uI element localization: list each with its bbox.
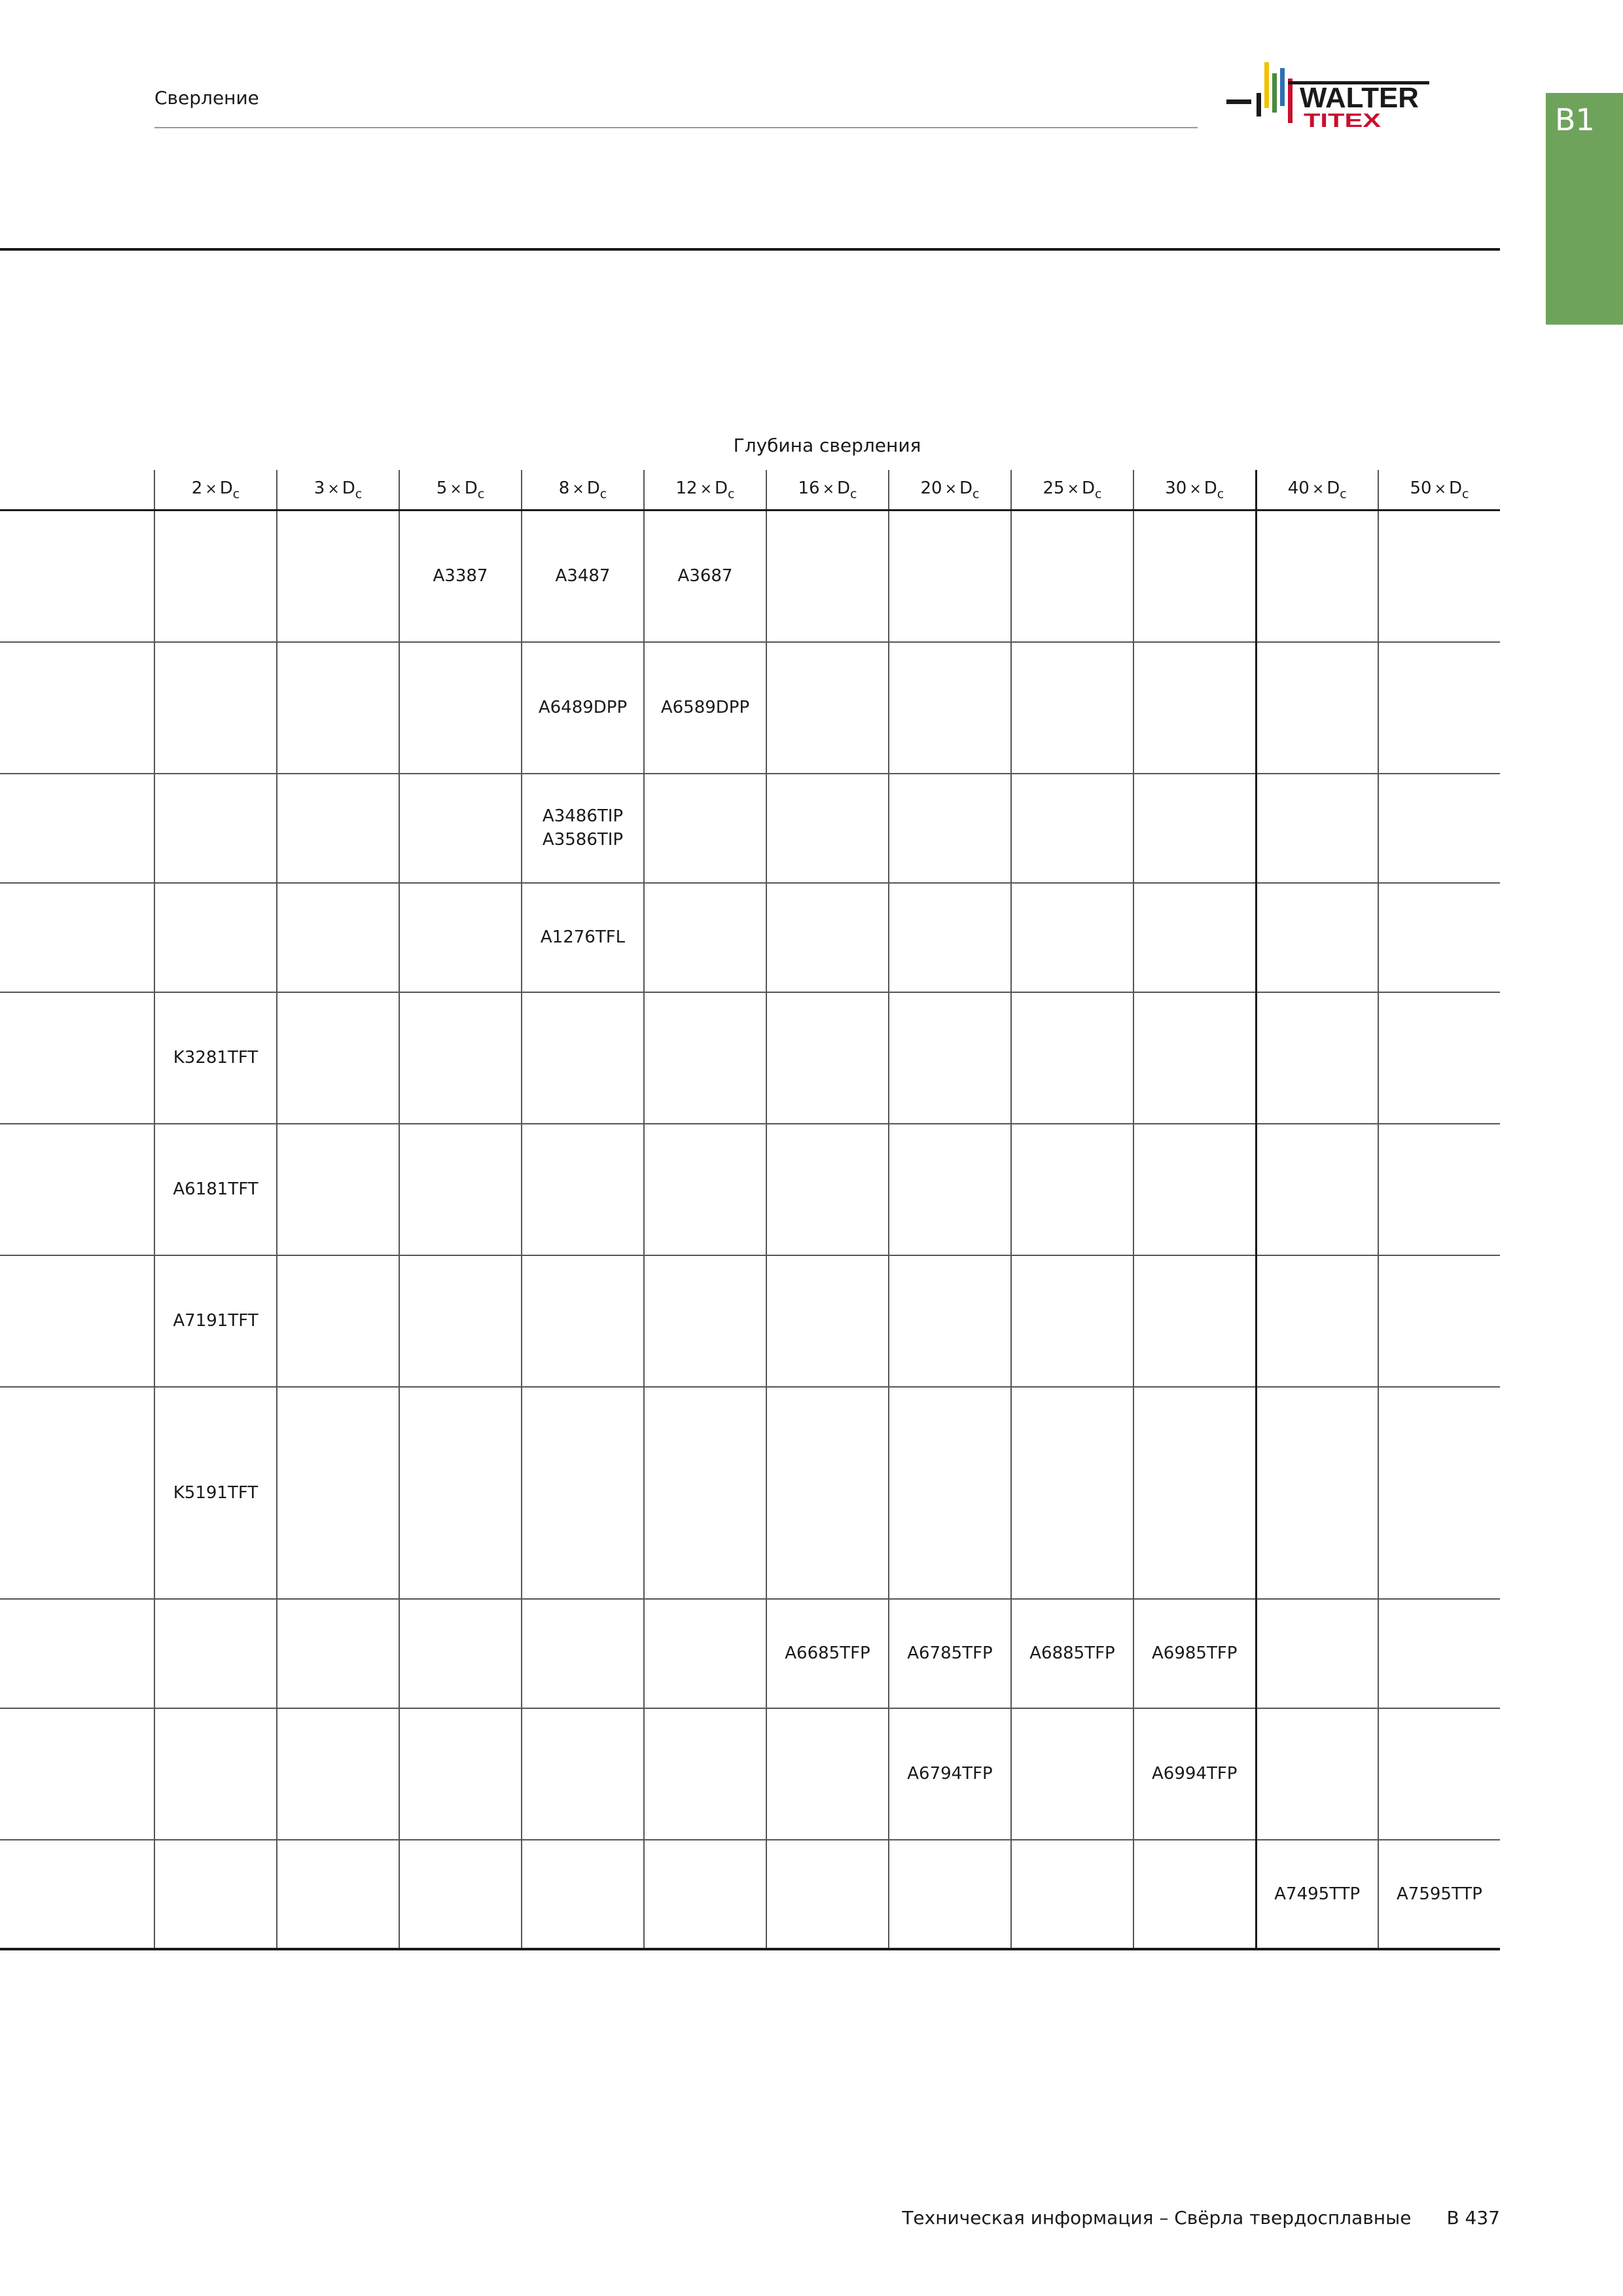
depth-label <box>437 478 484 501</box>
depth-number: 30 <box>1165 478 1187 498</box>
depth-number: 16 <box>798 478 820 498</box>
product-cell <box>154 1255 277 1387</box>
row-label-cell <box>0 1840 154 1949</box>
product-cell <box>522 1840 644 1949</box>
product-cell <box>766 1708 889 1840</box>
top-rule <box>0 248 1500 251</box>
times-sign: × <box>205 480 217 497</box>
product-cell <box>766 992 889 1124</box>
product-cell <box>1133 642 1256 774</box>
product-code: A6785TFP <box>907 1643 993 1663</box>
column-header <box>154 470 277 511</box>
product-cell <box>522 1255 644 1387</box>
product-cell <box>644 1255 766 1387</box>
product-cell <box>277 1708 399 1840</box>
logo-bar-dark <box>1257 93 1261 117</box>
product-code: A7595TTP <box>1397 1884 1482 1904</box>
product-code: K3281TFT <box>173 1048 259 1067</box>
product-cell <box>1378 1387 1500 1599</box>
diameter-subscript: c <box>972 486 980 501</box>
product-cell <box>399 883 522 992</box>
times-sign: × <box>327 480 340 497</box>
product-cell <box>889 1387 1011 1599</box>
logo-bar-green <box>1272 73 1277 113</box>
header-divider <box>154 127 1198 128</box>
depth-number: 25 <box>1043 478 1065 498</box>
product-code: K5191TFT <box>173 1482 259 1503</box>
product-cell <box>766 511 889 642</box>
product-cell <box>889 1599 1011 1708</box>
product-cell <box>154 1840 277 1949</box>
product-cell <box>766 1840 889 1949</box>
chapter-tab-label: B1 <box>1555 102 1595 137</box>
product-code: A7191TFT <box>173 1311 259 1331</box>
product-cell <box>644 1387 766 1599</box>
column-header <box>1378 470 1500 511</box>
product-code: A3387 <box>433 566 488 586</box>
product-cell <box>1256 1840 1378 1949</box>
diameter-symbol: D <box>586 478 600 498</box>
diameter-symbol: D <box>959 478 973 498</box>
column-header <box>277 470 399 511</box>
table-row <box>0 1840 1500 1949</box>
column-header <box>1256 470 1378 511</box>
product-cell <box>277 1124 399 1255</box>
product-cell <box>1133 1387 1256 1599</box>
product-cell <box>1256 992 1378 1124</box>
product-cell <box>1378 1708 1500 1840</box>
product-cell <box>1011 642 1133 774</box>
product-cell <box>1011 1708 1133 1840</box>
product-cell <box>766 642 889 774</box>
product-cell <box>522 1599 644 1708</box>
product-cell <box>644 511 766 642</box>
product-cell <box>1256 774 1378 883</box>
product-cell <box>644 1840 766 1949</box>
column-header <box>522 470 644 511</box>
row-label-cell <box>0 1255 154 1387</box>
product-code: A3487 <box>555 566 611 586</box>
product-cell <box>154 774 277 883</box>
product-cell <box>1378 511 1500 642</box>
row-label-cell <box>0 1599 154 1708</box>
product-cell <box>1011 992 1133 1124</box>
table-row <box>0 992 1500 1124</box>
logo-titex-text: TITEX <box>1304 110 1381 131</box>
product-cell <box>889 774 1011 883</box>
table-row <box>0 642 1500 774</box>
diameter-subscript: c <box>728 486 735 501</box>
product-cell <box>1378 992 1500 1124</box>
product-cell <box>1256 1599 1378 1708</box>
product-cell <box>644 642 766 774</box>
product-cell <box>889 642 1011 774</box>
product-cell <box>766 1599 889 1708</box>
depth-number: 2 <box>191 478 203 498</box>
product-cell <box>1133 511 1256 642</box>
product-cell <box>522 511 644 642</box>
product-cell <box>766 883 889 992</box>
product-cell <box>1133 1124 1256 1255</box>
row-label-cell <box>0 992 154 1124</box>
product-cell <box>1378 1255 1500 1387</box>
page-section-title: Сверление <box>154 87 259 109</box>
product-code: A1276TFL <box>540 927 626 947</box>
table-row <box>0 883 1500 992</box>
times-sign: × <box>1067 480 1080 497</box>
product-cell <box>277 992 399 1124</box>
product-cell <box>277 883 399 992</box>
table-row <box>0 1599 1500 1708</box>
product-cell <box>1133 883 1256 992</box>
product-cell <box>399 1387 522 1599</box>
product-cell <box>277 511 399 642</box>
times-sign: × <box>1311 480 1325 497</box>
product-cell <box>644 774 766 883</box>
product-cell <box>889 992 1011 1124</box>
product-cell <box>154 883 277 992</box>
times-sign: × <box>1189 480 1202 497</box>
product-cell <box>1378 883 1500 992</box>
product-cell <box>1133 1599 1256 1708</box>
product-cell <box>277 1599 399 1708</box>
depth-label <box>1410 478 1469 501</box>
column-header <box>399 470 522 511</box>
product-cell <box>522 1124 644 1255</box>
column-header <box>766 470 889 511</box>
diameter-symbol: D <box>464 478 478 498</box>
product-cell <box>154 992 277 1124</box>
product-cell <box>399 511 522 642</box>
diameter-subscript: c <box>355 486 363 501</box>
diameter-symbol: D <box>219 478 233 498</box>
depth-label <box>1288 478 1347 501</box>
product-cell <box>1011 774 1133 883</box>
product-code: A6181TFT <box>173 1179 259 1199</box>
row-label-cell <box>0 1124 154 1255</box>
column-header <box>1011 470 1133 511</box>
product-cell <box>399 992 522 1124</box>
product-cell <box>1256 1708 1378 1840</box>
diameter-subscript: c <box>850 486 857 501</box>
table-row <box>0 511 1500 642</box>
diameter-symbol: D <box>1449 478 1463 498</box>
column-header <box>644 470 766 511</box>
product-cell <box>1011 883 1133 992</box>
product-code: A3486TIP <box>542 806 624 826</box>
logo-bar-blue <box>1280 68 1285 106</box>
times-sign: × <box>572 480 584 497</box>
drill-depth-table <box>0 470 1500 1950</box>
chapter-tab <box>1546 93 1623 325</box>
times-sign: × <box>700 480 713 497</box>
diameter-subscript: c <box>599 486 607 501</box>
depth-label <box>559 478 607 501</box>
product-cell <box>522 774 644 883</box>
walter-titex-logo <box>1226 59 1501 131</box>
product-cell <box>889 1255 1011 1387</box>
depth-label <box>798 478 857 501</box>
product-cell <box>277 1255 399 1387</box>
diameter-symbol: D <box>342 478 355 498</box>
diameter-symbol: D <box>1204 478 1217 498</box>
depth-label <box>192 478 240 501</box>
product-code: A6994TFP <box>1152 1764 1238 1784</box>
product-cell <box>644 883 766 992</box>
diameter-subscript: c <box>477 486 485 501</box>
product-cell <box>644 1124 766 1255</box>
product-cell <box>522 883 644 992</box>
row-label-cell <box>0 883 154 992</box>
header-blank-cell <box>0 470 154 511</box>
product-cell <box>889 1840 1011 1949</box>
depth-number: 3 <box>313 478 325 498</box>
diameter-symbol: D <box>715 478 728 498</box>
product-cell <box>766 774 889 883</box>
footer-section: Техническая информация – Свёрла твердосплавные <box>902 2207 1412 2229</box>
depth-number: 12 <box>675 478 698 498</box>
times-sign: × <box>450 480 462 497</box>
logo-bar-red <box>1288 79 1293 123</box>
depth-number: 8 <box>558 478 570 498</box>
product-cell <box>889 511 1011 642</box>
table-row <box>0 1124 1500 1255</box>
table-row <box>0 1708 1500 1840</box>
times-sign: × <box>1434 480 1447 497</box>
depth-label <box>675 478 734 501</box>
logo-dash <box>1226 99 1251 104</box>
product-cell <box>522 992 644 1124</box>
product-cell <box>1256 883 1378 992</box>
product-cell <box>1133 992 1256 1124</box>
product-cell <box>1256 1255 1378 1387</box>
diameter-subscript: c <box>1462 486 1469 501</box>
product-cell <box>277 774 399 883</box>
page-footer <box>902 2207 1500 2229</box>
row-label-cell <box>0 1708 154 1840</box>
product-cell <box>399 1124 522 1255</box>
depth-label <box>1043 478 1101 501</box>
table-header-row <box>0 470 1500 511</box>
product-cell <box>1378 1124 1500 1255</box>
product-cell <box>1256 1387 1378 1599</box>
product-cell <box>1133 1708 1256 1840</box>
product-cell <box>154 1387 277 1599</box>
product-cell <box>154 1599 277 1708</box>
diameter-subscript: c <box>1095 486 1102 501</box>
product-cell <box>522 1708 644 1840</box>
product-cell <box>1011 1599 1133 1708</box>
column-header <box>1133 470 1256 511</box>
product-cell <box>399 774 522 883</box>
product-cell <box>522 642 644 774</box>
product-cell <box>1133 1255 1256 1387</box>
product-cell <box>1378 774 1500 883</box>
product-cell <box>1378 1840 1500 1949</box>
product-cell <box>644 1599 766 1708</box>
times-sign: × <box>944 480 957 497</box>
product-cell <box>766 1255 889 1387</box>
row-label-cell <box>0 642 154 774</box>
table-row <box>0 1255 1500 1387</box>
product-cell <box>399 642 522 774</box>
product-code: A6685TFP <box>785 1643 870 1663</box>
product-cell <box>1133 1840 1256 1949</box>
depth-label <box>920 478 979 501</box>
product-cell <box>1011 1255 1133 1387</box>
depth-label <box>1165 478 1224 501</box>
product-cell <box>1133 774 1256 883</box>
logo-walter-text: WALTER <box>1300 82 1419 114</box>
product-code: A3586TIP <box>542 830 624 850</box>
product-code: A6885TFP <box>1029 1643 1115 1663</box>
times-sign: × <box>822 480 835 497</box>
product-cell <box>277 642 399 774</box>
product-cell <box>1378 642 1500 774</box>
diameter-symbol: D <box>1327 478 1340 498</box>
product-cell <box>889 883 1011 992</box>
product-cell <box>399 1255 522 1387</box>
diameter-subscript: c <box>1217 486 1224 501</box>
product-cell <box>1256 511 1378 642</box>
product-cell <box>277 1387 399 1599</box>
product-cell <box>1256 642 1378 774</box>
product-cell <box>1011 1124 1133 1255</box>
product-cell <box>1011 1387 1133 1599</box>
depth-number: 50 <box>1410 478 1432 498</box>
product-code: A7495TTP <box>1274 1884 1361 1904</box>
product-code: A3687 <box>677 566 733 586</box>
product-cell <box>644 992 766 1124</box>
product-cell <box>1378 1599 1500 1708</box>
product-cell <box>766 1124 889 1255</box>
product-cell <box>399 1840 522 1949</box>
logo-bar-yellow <box>1264 62 1269 108</box>
table-row <box>0 774 1500 883</box>
table-group-title: Глубина сверления <box>733 435 921 456</box>
product-cell <box>1011 511 1133 642</box>
product-cell <box>154 1124 277 1255</box>
product-cell <box>277 1840 399 1949</box>
depth-label <box>314 478 362 501</box>
product-cell <box>522 1387 644 1599</box>
product-code: A6985TFP <box>1152 1643 1238 1663</box>
product-code: A6589DPP <box>660 698 750 717</box>
product-cell <box>154 1708 277 1840</box>
product-cell <box>766 1387 889 1599</box>
product-cell <box>154 511 277 642</box>
depth-number: 20 <box>920 478 942 498</box>
product-cell <box>399 1599 522 1708</box>
column-header <box>889 470 1011 511</box>
row-label-cell <box>0 511 154 642</box>
page-number: B 437 <box>1446 2207 1500 2229</box>
product-cell <box>644 1708 766 1840</box>
diameter-symbol: D <box>1082 478 1096 498</box>
depth-number: 40 <box>1287 478 1310 498</box>
product-cell <box>154 642 277 774</box>
row-label-cell <box>0 1387 154 1599</box>
product-cell <box>1011 1840 1133 1949</box>
diameter-symbol: D <box>837 478 851 498</box>
diameter-subscript: c <box>1340 486 1347 501</box>
product-code: A6794TFP <box>907 1764 993 1784</box>
row-label-cell <box>0 774 154 883</box>
product-code: A6489DPP <box>538 698 628 717</box>
product-cell <box>1256 1124 1378 1255</box>
diameter-subscript: c <box>232 486 240 501</box>
table-row <box>0 1387 1500 1599</box>
product-cell <box>889 1124 1011 1255</box>
product-cell <box>889 1708 1011 1840</box>
depth-number: 5 <box>436 478 448 498</box>
product-cell <box>399 1708 522 1840</box>
